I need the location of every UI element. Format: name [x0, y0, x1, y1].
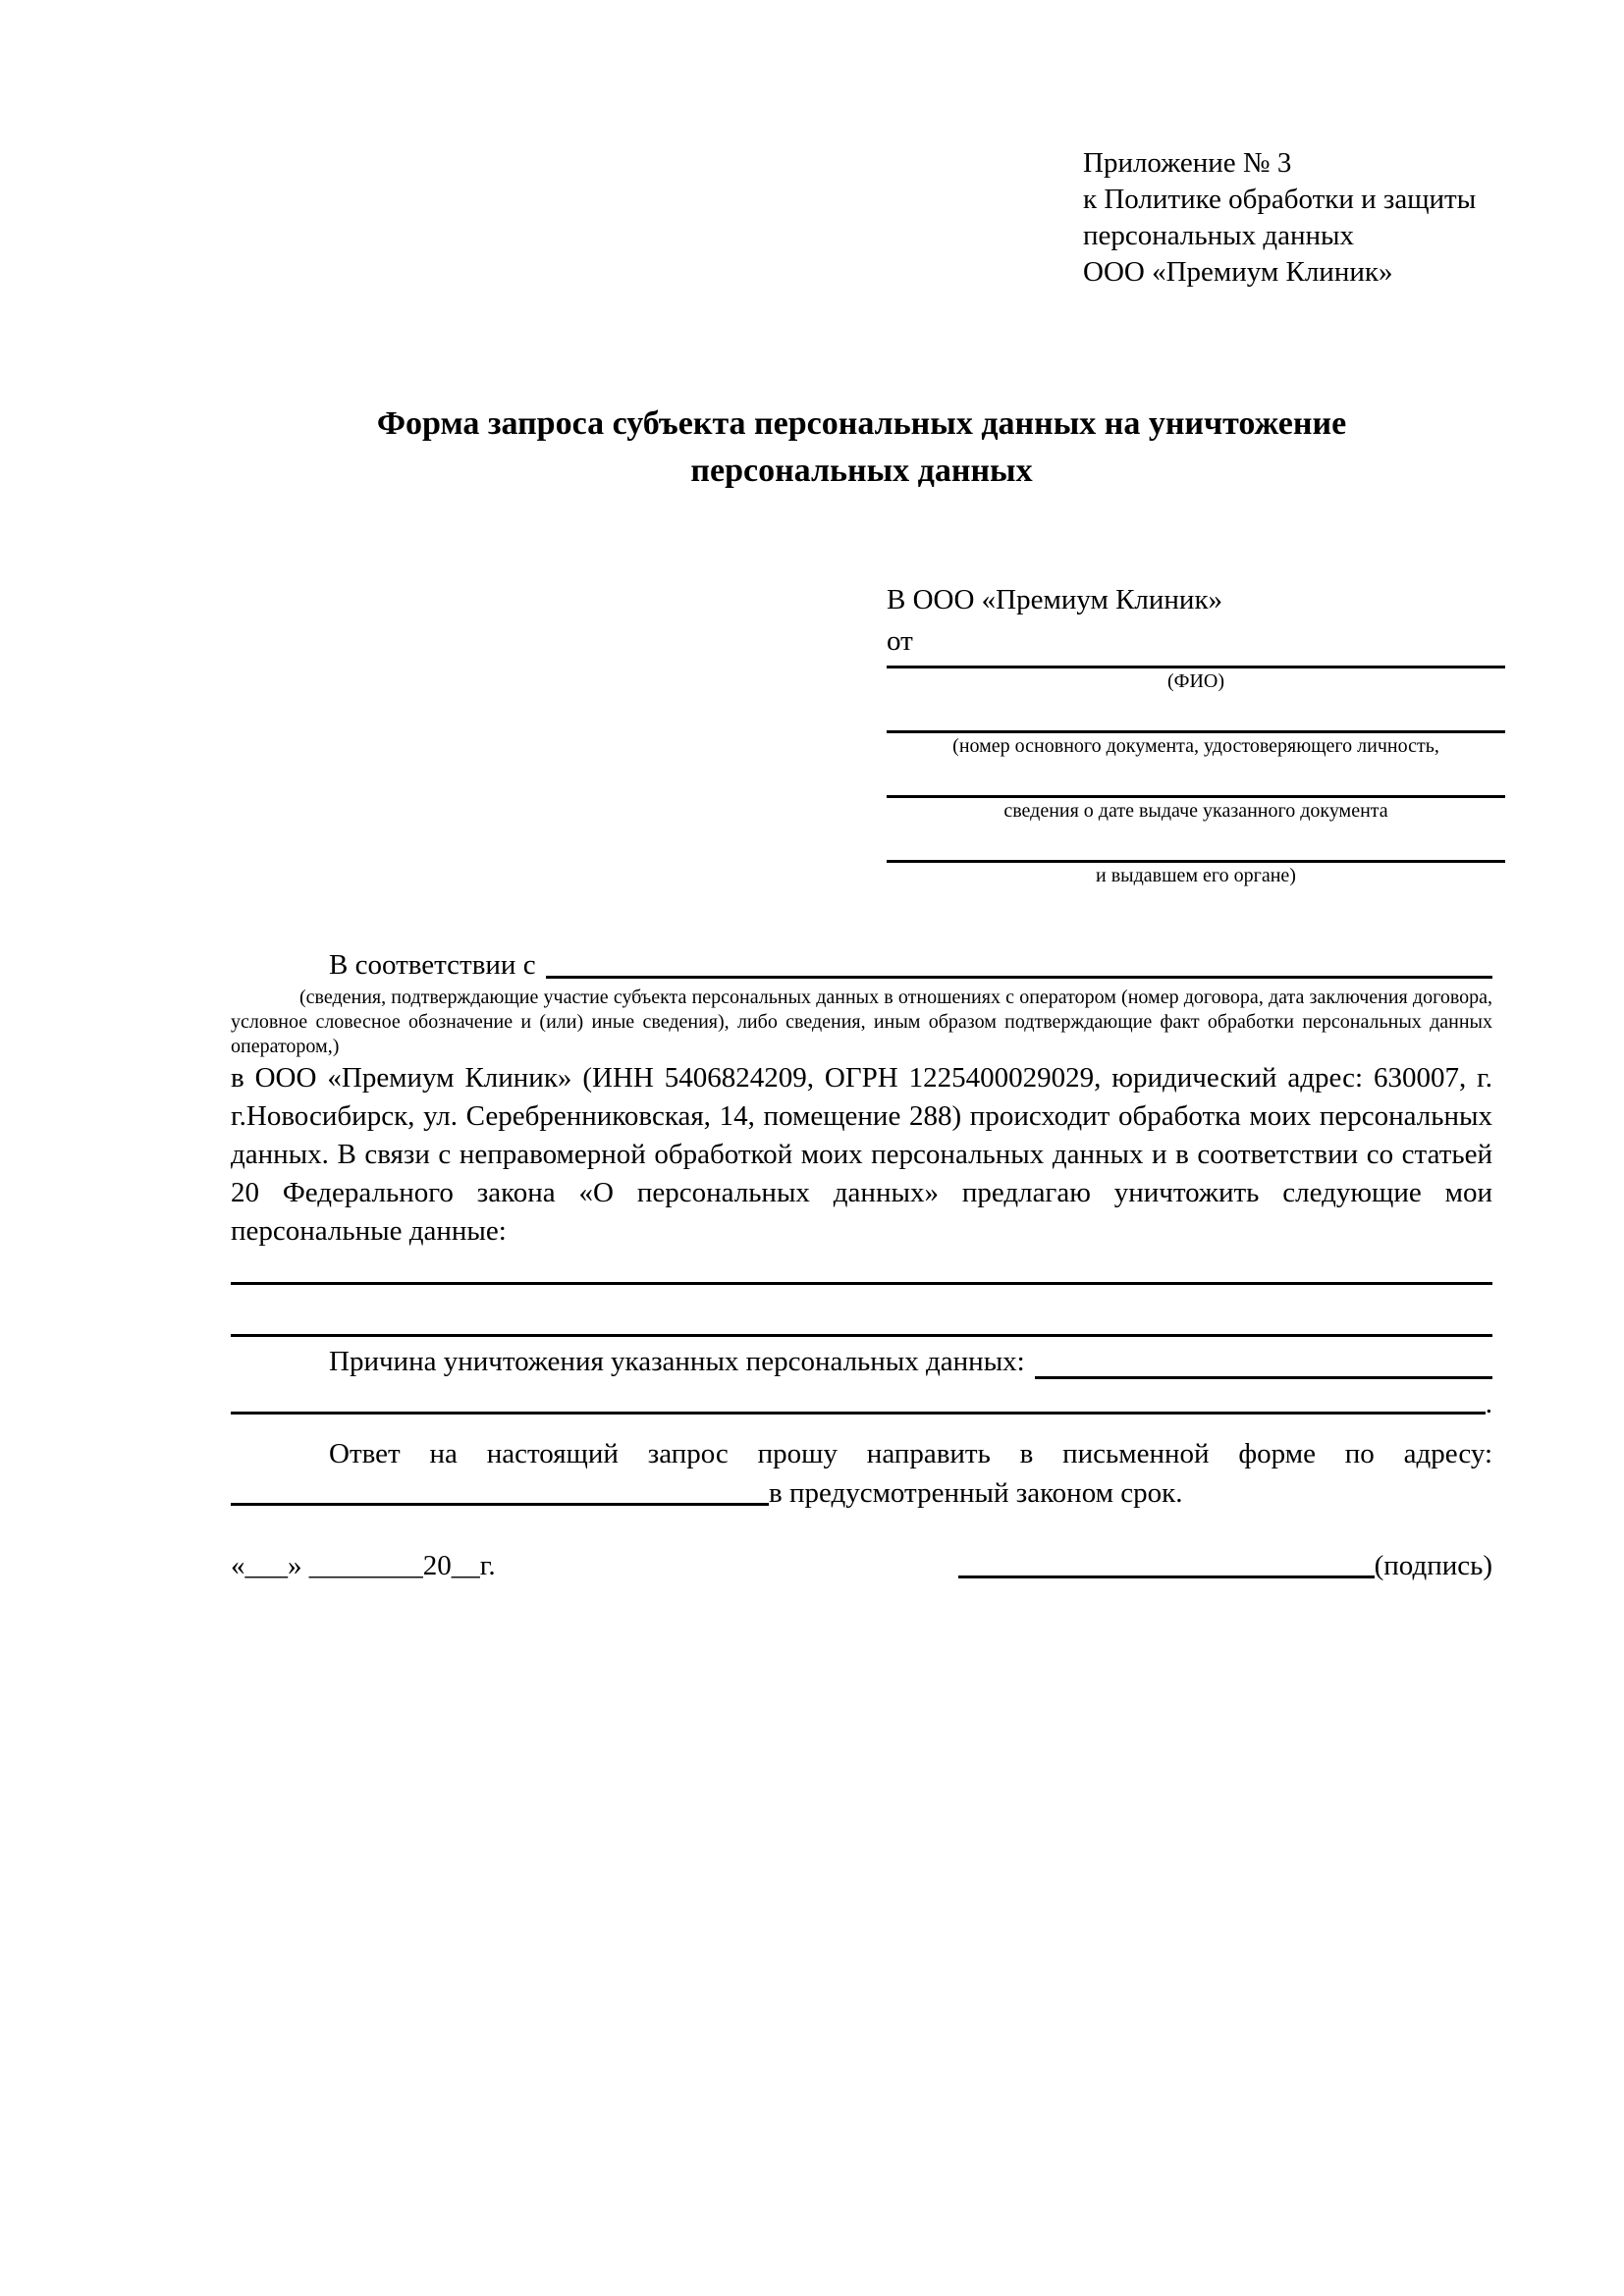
- addressee-block: [887, 579, 1505, 887]
- accordance-blank-line: [546, 976, 1492, 979]
- issuing-authority-field: [887, 860, 1505, 887]
- accordance-row: [231, 944, 1492, 986]
- reason-row: [231, 1337, 1492, 1386]
- issuing-authority-caption: и выдавшем его органе): [1096, 865, 1296, 886]
- fio-caption: (ФИО): [1166, 670, 1224, 692]
- appendix-header-line: к Политике обработки и защиты: [1083, 184, 1477, 215]
- signature-group: [958, 1546, 1492, 1585]
- appendix-header-line: ООО «Премиум Клиник»: [1083, 256, 1393, 288]
- document-title: Форма запроса субъекта персональных данных на уничтожение персональных данных: [376, 405, 1347, 489]
- fio-field: [887, 666, 1505, 693]
- reply-address-row: [231, 1473, 1492, 1513]
- appendix-header: [1083, 145, 1624, 291]
- document-number-caption: (номер основного документа, удостоверяющего личность,: [952, 735, 1439, 757]
- reason-blank-line-2: [231, 1412, 1486, 1415]
- issue-date-caption: сведения о дате выдаче указанного документа: [1003, 800, 1388, 822]
- addressee-from: от: [887, 625, 913, 657]
- issue-date-field: [887, 795, 1505, 823]
- appendix-header-line: Приложение № 3: [1083, 147, 1292, 179]
- period-mark: .: [1485, 1388, 1492, 1419]
- title-wrap: [231, 400, 1492, 495]
- personal-data-blank-line-1: [231, 1251, 1492, 1285]
- appendix-header-line: персональных данных: [1083, 220, 1355, 251]
- personal-data-blank-line-2: [231, 1285, 1492, 1337]
- document-number-field: [887, 730, 1505, 758]
- main-content: [231, 944, 1492, 1585]
- reply-paragraph: Ответ на настоящий запрос прошу направить в письменной форме по адресу:: [329, 1438, 1492, 1469]
- reason-label: Причина уничтожения указанных персональных данных:: [329, 1346, 1025, 1377]
- address-blank-line: [231, 1503, 769, 1506]
- date-blank: «___» ________20__г.: [231, 1550, 496, 1581]
- accordance-footnote: (сведения, подтверждающие участие субъекта персональных данных в отношениях с оператором (номер договора, дата заключения договора, условное словесное обозначение и (или) иные сведения), либо сведения, иным образом подтверждающие факт обработки персональных данных оператором,): [231, 987, 1492, 1057]
- addressee-to: В ООО «Премиум Клиник»: [887, 584, 1223, 615]
- signature-caption: (подпись): [1374, 1550, 1492, 1581]
- reason-blank-line: [1035, 1376, 1492, 1379]
- accordance-lead: В соответствии с: [329, 949, 536, 981]
- reply-tail: в предусмотренный законом срок.: [769, 1477, 1183, 1509]
- body-paragraph: в ООО «Премиум Клиник» (ИНН 5406824209, ОГРН 1225400029029, юридический адрес: 630007, г. г.Новосибирск, ул. Серебренниковская, 14, помещение 288) происходит обработка моих персональных данных. В связи с неправомерной обработкой моих персональных данных и в соответствии со статьей 20 Федерального закона «О персональных данных» предлагаю уничтожить следующие мои персональные данные:: [231, 1062, 1492, 1247]
- date-signature-row: [231, 1546, 1492, 1585]
- signature-blank-line: [958, 1575, 1375, 1578]
- reason-continuation-row: [231, 1386, 1492, 1421]
